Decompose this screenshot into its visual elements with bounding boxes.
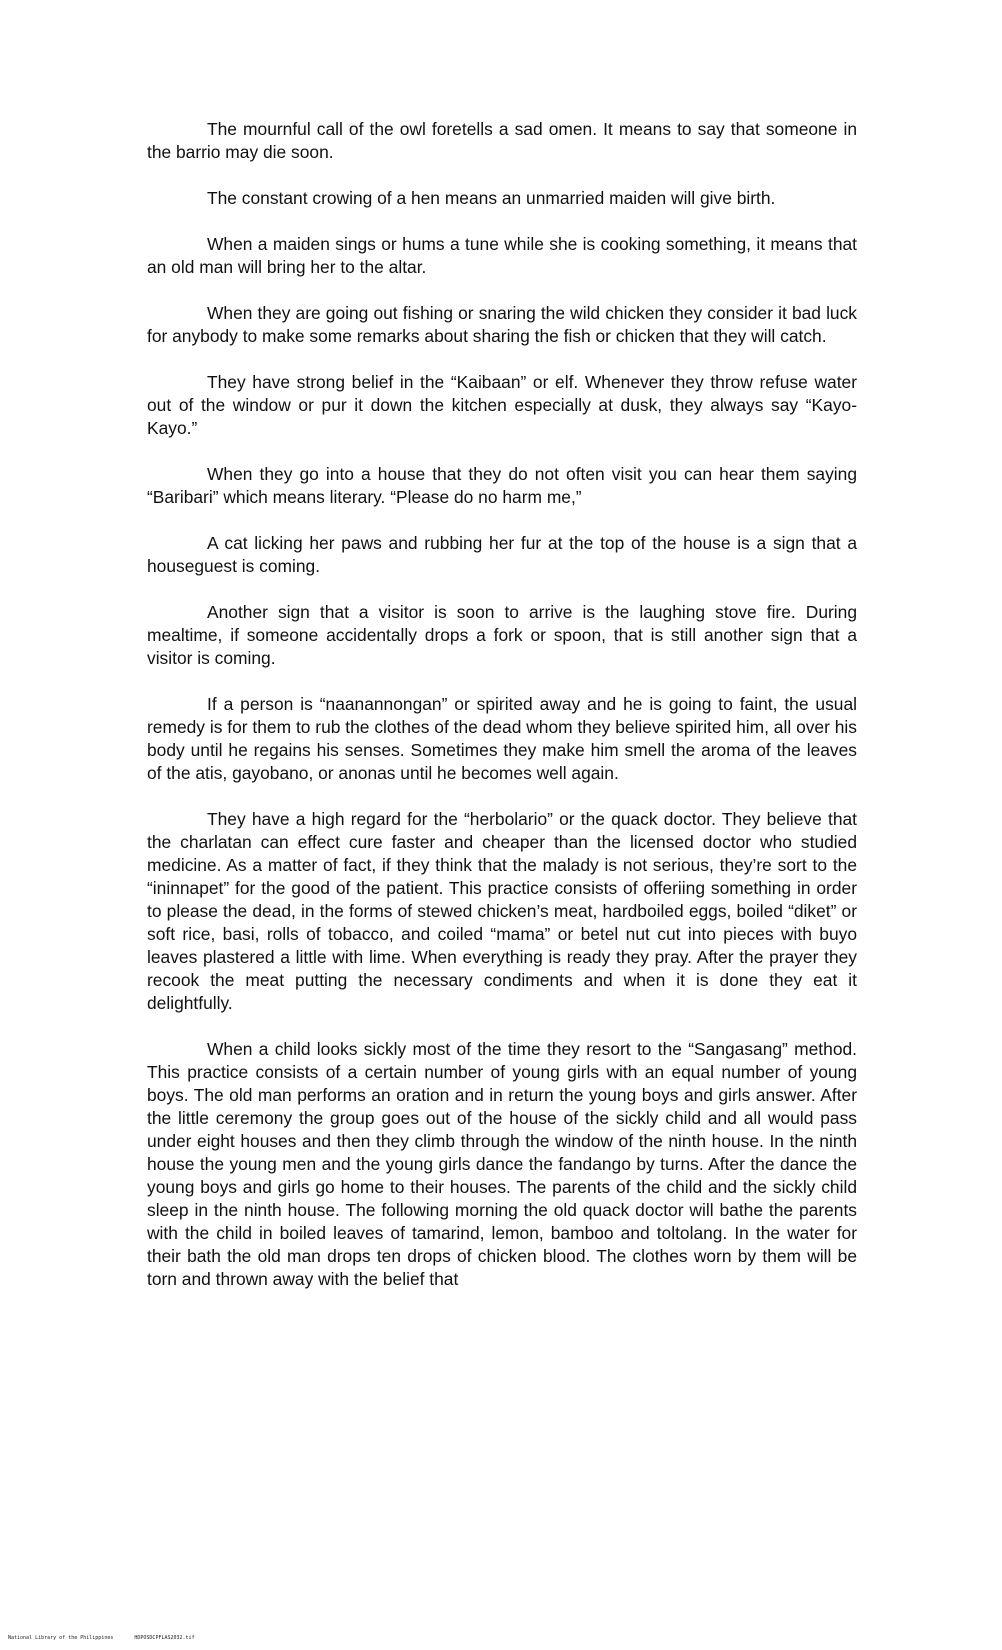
footer-file-id: HDPOSDCPFLAS2032.tif	[134, 1635, 195, 1641]
paragraph-cat-sign: A cat licking her paws and rubbing her fur at the top of the house is a sign that a houseguest is coming.	[147, 533, 857, 576]
paragraph-herbolario: They have a high regard for the “herbolario” or the quack doctor. They believe that the charlatan can effect cure faster and cheaper than the licensed doctor who studied medicine. As a matter of fact, if they think that the malady is not serious, they’re sort to the “ininnapet” for the good of the patient. This practice consists of offeriing something in order to please the dead, in the forms of stewed chicken’s meat, hardboiled eggs, boiled “diket” or soft rice, basi, rolls of tobacco, and coiled “mama” or betel nut cut into pieces with buyo leaves plastered a little with lime. When everything is ready they pray. After the prayer they recook the meat putting the necessary condiments and when it is done they eat it delightfully.	[147, 809, 857, 1013]
paragraph-maiden-singing: When a maiden sings or hums a tune while she is cooking something, it means that an old man will bring her to the altar.	[147, 234, 857, 277]
footer-library-name: National Library of the Philippines	[8, 1635, 114, 1641]
paragraph-sangasang: When a child looks sickly most of the time they resort to the “Sangasang” method. This practice consists of a certain number of young girls with an equal number of young boys. The old man performs an oration and in return the young boys and girls answer. After the little ceremony the group goes out of the house of the sickly child and all would pass under eight houses and then they climb through the window of the ninth house. In the ninth house the young men and the young girls dance the fandango by turns. After the dance the young boys and girls go home to their houses. The parents of the child and the sickly child sleep in the ninth house. The following morning the old quack doctor will bathe the parents with the child in boiled leaves of tamarind, lemon, bamboo and toltolang. In the water for their bath the old man drops ten drops of chicken blood. The clothes worn by them will be torn and thrown away with the belief that	[147, 1039, 857, 1289]
paragraph-hen-crowing: The constant crowing of a hen means an unmarried maiden will give birth.	[207, 188, 776, 208]
scan-footer	[8, 1635, 308, 1641]
paragraph-baribari: When they go into a house that they do not often visit you can hear them saying “Baribari” which means literary. “Please do no harm me,”	[147, 464, 857, 507]
paragraph-kaibaan: They have strong belief in the “Kaibaan” or elf. Whenever they throw refuse water out of the window or pur it down the kitchen especially at dusk, they always say “Kayo-Kayo.”	[147, 372, 857, 438]
paragraph-naanannongan: If a person is “naanannongan” or spirited away and he is going to faint, the usual remedy is for them to rub the clothes of the dead whom they believe spirited him, all over his body until he regains his senses. Sometimes they make him smell the aroma of the leaves of the atis, gayobano, or anonas until he becomes well again.	[147, 694, 857, 783]
paragraph-fishing-luck: When they are going out fishing or snaring the wild chicken they consider it bad luck for anybody to make some remarks about sharing the fish or chicken that they will catch.	[147, 303, 857, 346]
paragraph-visitor-sign: Another sign that a visitor is soon to arrive is the laughing stove fire. During mealtime, if someone accidentally drops a fork or spoon, that is still another sign that a visitor is coming.	[147, 602, 857, 668]
body-text	[147, 118, 857, 1314]
paragraph-owl-omen: The mournful call of the owl foretells a sad omen. It means to say that someone in the barrio may die soon.	[147, 119, 857, 162]
